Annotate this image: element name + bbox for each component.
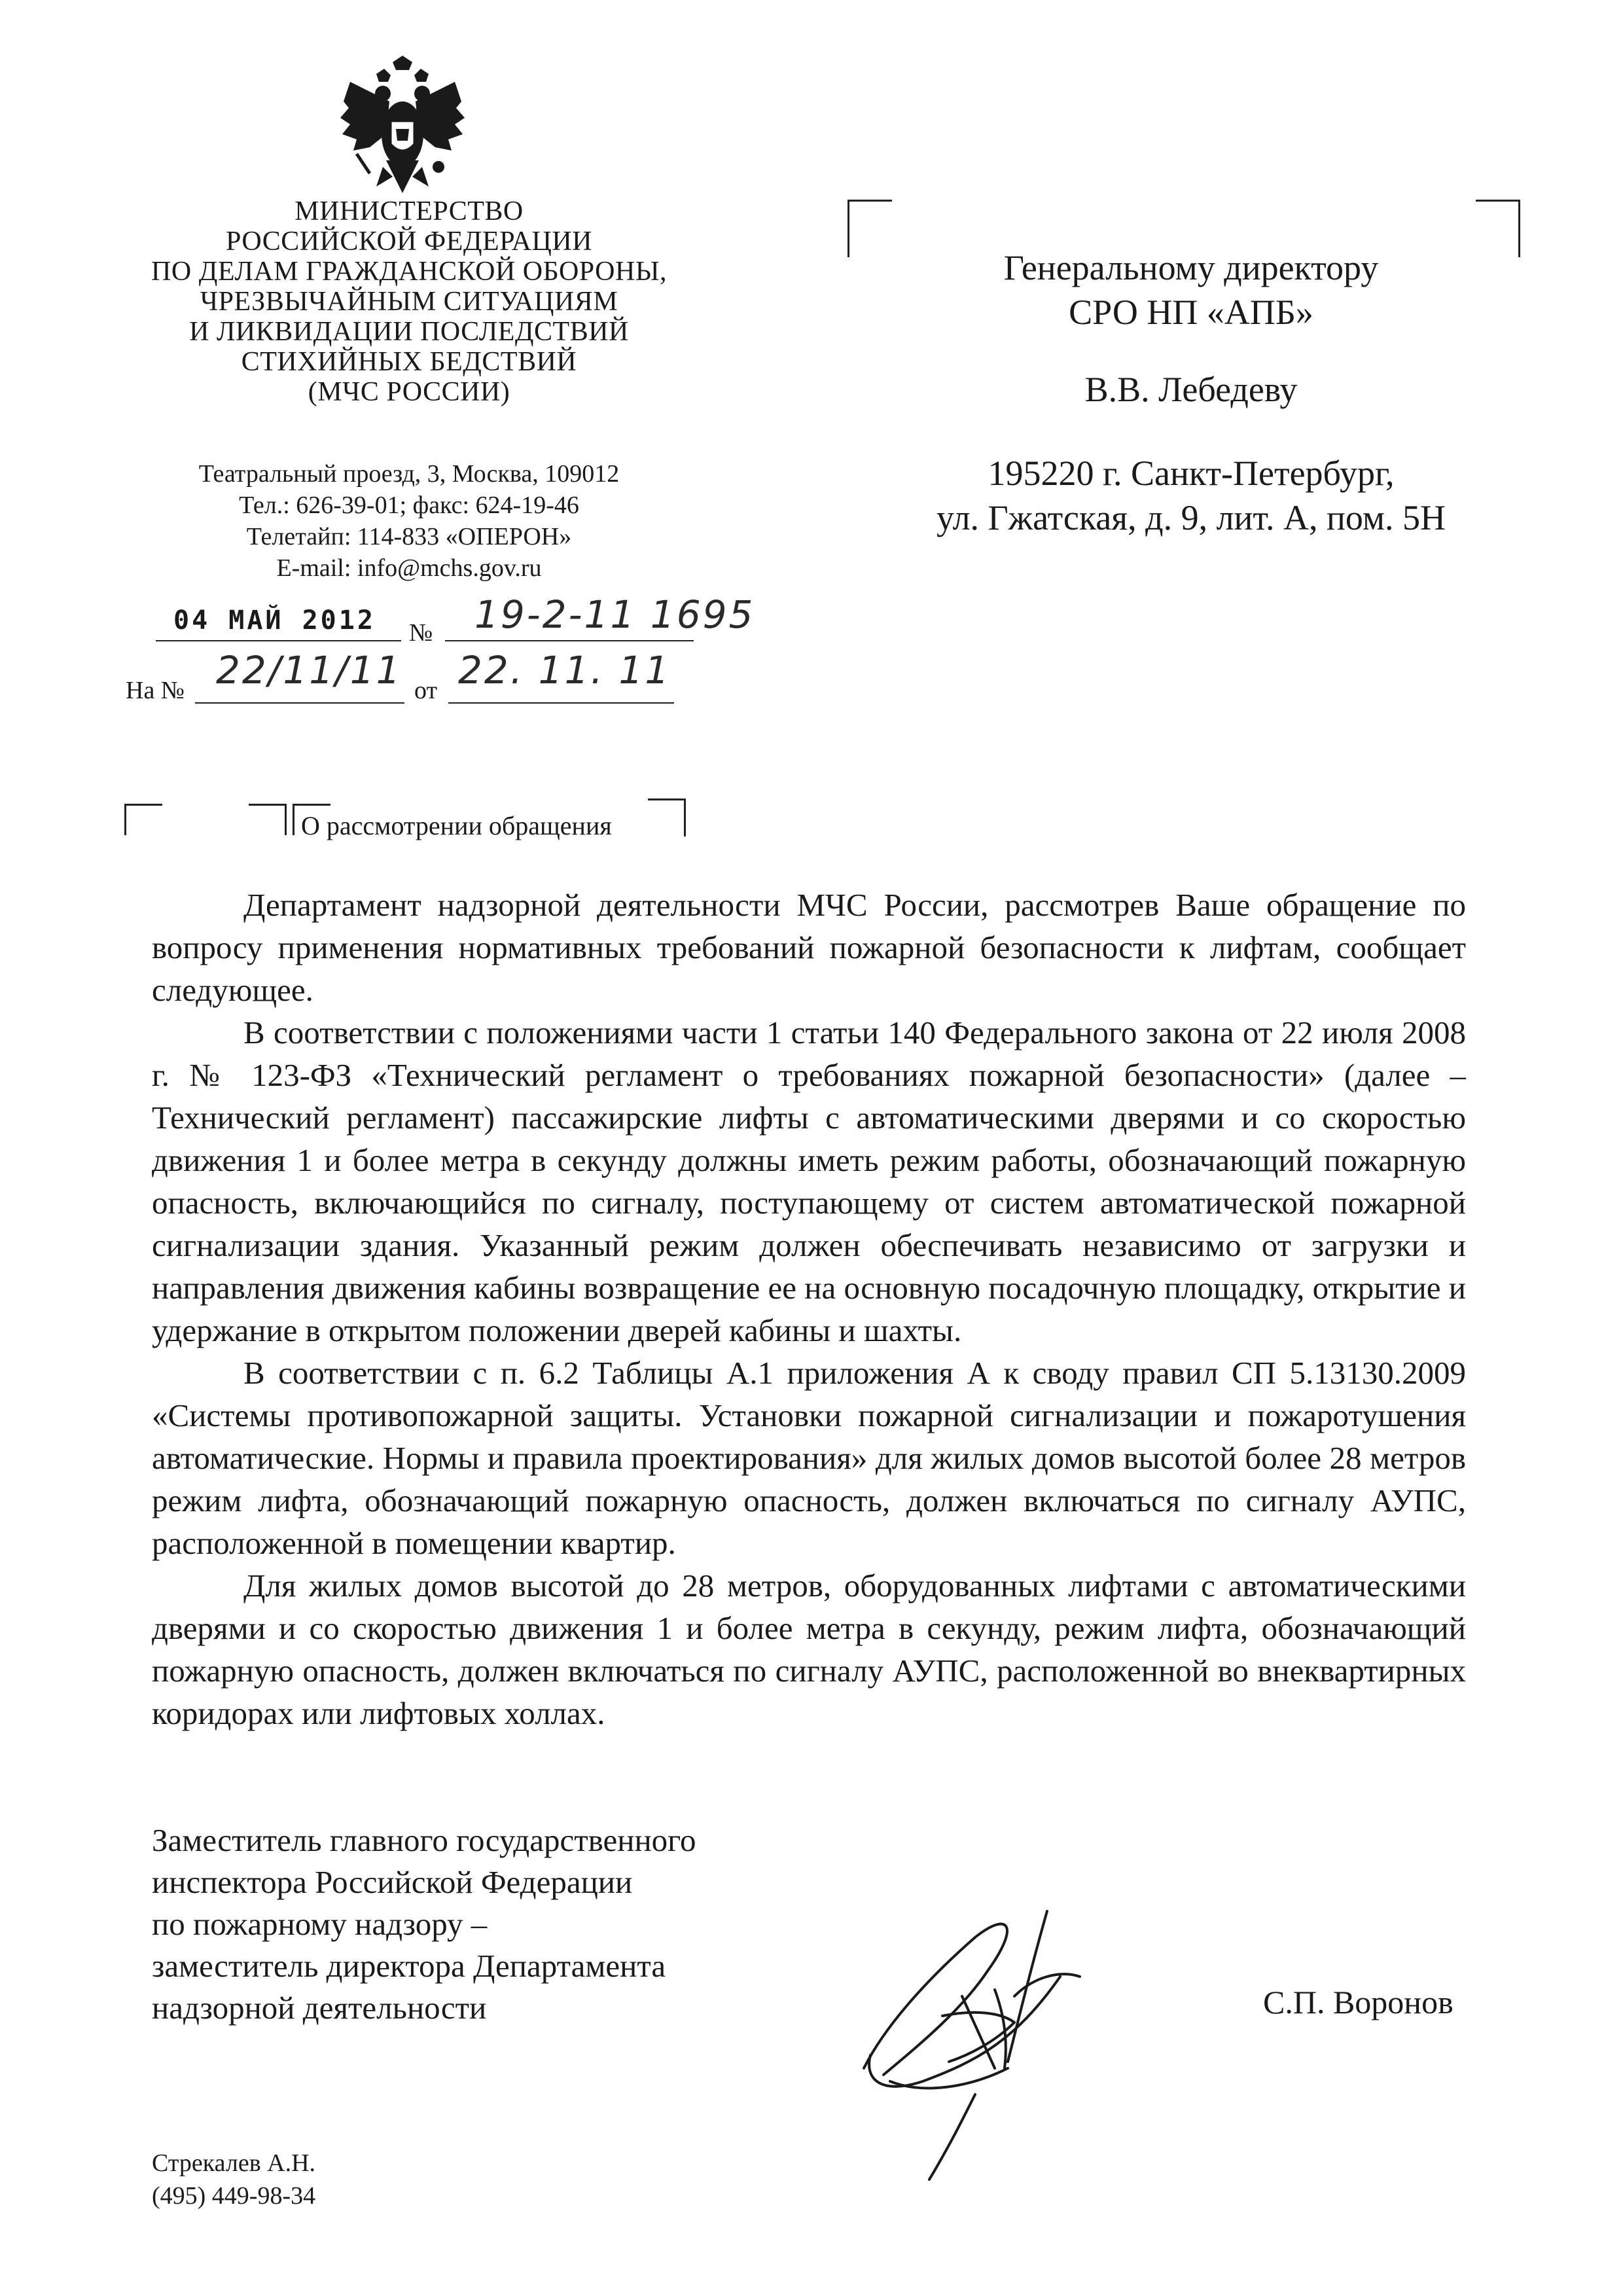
signatory-name: С.П. Воронов xyxy=(1263,1984,1454,2020)
reference-date-value: 22. 11. 11 xyxy=(458,648,671,692)
reference-number-value: 22/11/11 xyxy=(216,648,402,692)
ministry-name xyxy=(131,196,687,407)
russian-coat-of-arms-icon xyxy=(330,56,474,213)
handwritten-signature-icon xyxy=(844,1898,1119,2199)
addressee-block xyxy=(838,245,1544,540)
body-paragraph: В соответствии с п. 6.2 Таблицы А.1 приложения А к своду правил СП 5.13130.2009 «Системы противопожарной защиты. Установки пожарной сигнализации и пожаротушения автоматические. Нормы и правила проектирования» для жилых домов высотой более 28 метров режим лифта, обозначающий пожарную опасность, должен включаться по сигналу АУПС, расположенной в помещении квартир. xyxy=(152,1355,1466,1561)
executor-name: Стрекалев А.Н. xyxy=(152,2149,316,2177)
addressee-organization: СРО НП «АПБ» xyxy=(1069,293,1313,332)
letter-subject: О рассмотрении обращения xyxy=(301,811,612,840)
reference-number-underline xyxy=(195,702,404,704)
reference-number-label: На № xyxy=(126,677,185,704)
ministry-line: СТИХИЙНЫХ БЕДСТВИЙ xyxy=(241,347,577,377)
signatory-title-line: Заместитель главного государственного xyxy=(152,1822,696,1858)
contact-email: E-mail: info@mchs.gov.ru xyxy=(276,554,542,582)
outgoing-number-label: № xyxy=(409,619,433,647)
ministry-line: РОССИЙСКОЙ ФЕДЕРАЦИИ xyxy=(226,226,592,257)
outgoing-date-stamp: 04 МАЙ 2012 xyxy=(173,605,376,636)
body-paragraph: Для жилых домов высотой до 28 метров, оборудованных лифтами с автоматическими дверями и со скоростью движения 1 и более метра в секунду, режим лифта, обозначающий пожарную опасность, должен включаться по сигналу АУПС, расположенной во внеквартирных коридорах или лифтовых холлах. xyxy=(152,1568,1466,1731)
contact-address: Театральный проезд, 3, Москва, 109012 xyxy=(198,460,620,488)
body-paragraph: Департамент надзорной деятельности МЧС России, рассмотрев Ваше обращение по вопросу применения нормативных требований пожарной безопасности к лифтам, сообщает следующее. xyxy=(152,887,1466,1008)
ministry-line: И ЛИКВИДАЦИИ ПОСЛЕДСТВИЙ xyxy=(189,317,629,347)
executor-info xyxy=(152,2147,315,2212)
ministry-line: ЧРЕЗВЫЧАЙНЫМ СИТУАЦИЯМ xyxy=(200,287,618,317)
outgoing-date-underline xyxy=(156,640,401,641)
addressee-position: Генеральному директору xyxy=(1003,248,1379,287)
signatory-title-line: надзорной деятельности xyxy=(152,1990,487,2026)
reference-date-label: от xyxy=(414,677,438,704)
addressee-address-street: ул. Гжатская, д. 9, лит. А, пом. 5Н xyxy=(936,498,1446,537)
signatory-title xyxy=(152,1820,696,2029)
signatory-title-line: по пожарному надзору – xyxy=(152,1906,488,1942)
letter-body xyxy=(152,884,1466,1734)
signatory-title-line: заместитель директора Департамента xyxy=(152,1948,666,1984)
ministry-line: (МЧС РОССИИ) xyxy=(308,377,510,407)
reference-date-underline xyxy=(448,702,674,704)
contact-teletype: Телетайп: 114-833 «ОПЕРОН» xyxy=(246,523,572,550)
signatory-title-line: инспектора Российской Федерации xyxy=(152,1864,633,1900)
subject-bracket-left xyxy=(124,804,162,835)
subject-bracket-mid-right xyxy=(249,804,287,835)
ministry-contacts xyxy=(131,458,687,584)
executor-phone: (495) 449-98-34 xyxy=(152,2182,316,2210)
addressee-address-city: 195220 г. Санкт-Петербург, xyxy=(988,454,1395,493)
ministry-line: МИНИСТЕРСТВО xyxy=(294,196,524,226)
ministry-line: ПО ДЕЛАМ ГРАЖДАНСКОЙ ОБОРОНЫ, xyxy=(151,257,667,287)
addressee-name: В.В. Лебедеву xyxy=(1084,370,1298,409)
outgoing-number-underline xyxy=(445,640,694,641)
contact-phone: Тел.: 626-39-01; факс: 624-19-46 xyxy=(239,492,579,519)
subject-bracket-right xyxy=(648,798,686,836)
outgoing-number-value: 19-2-11 1695 xyxy=(474,592,755,637)
body-paragraph: В соответствии с положениями части 1 статьи 140 Федерального закона от 22 июля 2008 г. № 123-ФЗ «Технический регламент о требованиях пожарной безопасности» (далее – Технический регламент) пассажирские лифты с автоматическими дверями и со скоростью движения 1 и более метра в секунду должны иметь режим работы, обозначающий пожарную опасность, включающийся по сигналу, поступающему от систем автоматической пожарной сигнализации здания. Указанный режим должен обеспечивать независимо от загрузки и направления движения кабины возвращение ее на основную посадочную площадку, открытие и удержание в открытом положении дверей кабины и шахты. xyxy=(152,1014,1466,1348)
